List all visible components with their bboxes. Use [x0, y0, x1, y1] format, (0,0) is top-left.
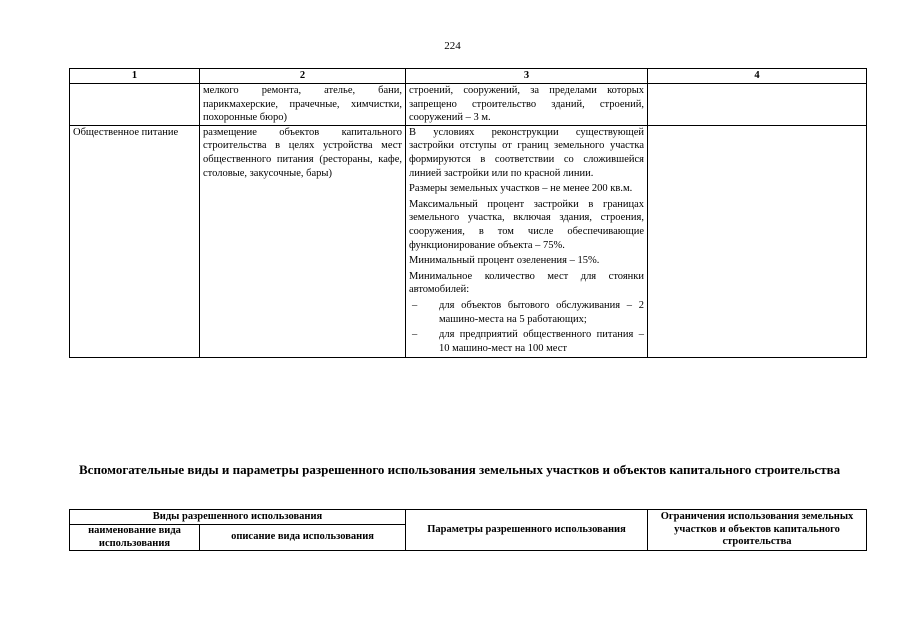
- use-restrictions-cell: [648, 125, 867, 358]
- parameter-paragraph: В условиях реконструкции существующей застройки отступы от границ земельного участка формируются в соответствии со сложившейся линией застройки или по красной линии.: [409, 126, 644, 179]
- column-header: 3: [406, 69, 648, 84]
- use-description-cell: размещение объектов капитального строительства в целях устройства мест общественного питания (рестораны, кафе, столовые, закусочные, бары): [200, 125, 406, 358]
- use-name-cell: Общественное питание: [70, 125, 200, 358]
- parameter-paragraph: Максимальный процент застройки в границах земельного участка, включая здания, строения, сооружения, в том числе обеспечивающие функционирование объекта – 75%.: [409, 198, 644, 251]
- page-number: 224: [444, 40, 461, 52]
- list-marker: –: [412, 299, 418, 311]
- list-item: [409, 328, 644, 355]
- table-header-row: [70, 510, 867, 525]
- params-header: Параметры разрешенного использования: [406, 510, 648, 551]
- list-item-text: для предприятий общественного питания – 10 машино-мест на 100 мест: [439, 329, 644, 354]
- main-table: [69, 68, 867, 358]
- column-header: 1: [70, 69, 200, 84]
- table-header-row: [70, 69, 867, 84]
- use-parameters-cell: строений, сооружений, за пределами которых запрещено строительство зданий, строений, сооружений – 3 м.: [406, 84, 648, 126]
- parameter-paragraph: Минимальное количество мест для стоянки автомобилей:: [409, 270, 644, 296]
- sub-header-name: наименование вида использования: [70, 525, 200, 551]
- auxiliary-uses-table: [69, 509, 867, 551]
- parking-list: [409, 299, 644, 355]
- list-item-text: для объектов бытового обслуживания – 2 машино-места на 5 работающих;: [439, 299, 644, 325]
- list-marker: –: [412, 329, 418, 341]
- use-description-cell: мелкого ремонта, ателье, бани, парикмахерские, прачечные, химчистки, похоронные бюро): [200, 84, 406, 126]
- group-header: Виды разрешенного использования: [70, 510, 406, 525]
- use-name-cell: [70, 84, 200, 126]
- use-parameters-cell: [406, 125, 648, 358]
- parameter-paragraph: Размеры земельных участков – не менее 200 кв.м.: [409, 183, 633, 195]
- list-item: [409, 299, 644, 326]
- sub-header-description: описание вида использования: [200, 525, 406, 551]
- section-heading: Вспомогательные виды и параметры разрешенного использования земельных участков и объектов капитального строительства: [79, 462, 841, 477]
- column-header: 4: [648, 69, 867, 84]
- parameter-paragraph: Минимальный процент озеленения – 15%.: [409, 255, 600, 267]
- table-row: [70, 84, 867, 126]
- restrictions-header: Ограничения использования земельных участков и объектов капитального строительства: [648, 510, 867, 551]
- column-header: 2: [200, 69, 406, 84]
- use-restrictions-cell: [648, 84, 867, 126]
- table-row: [70, 125, 867, 358]
